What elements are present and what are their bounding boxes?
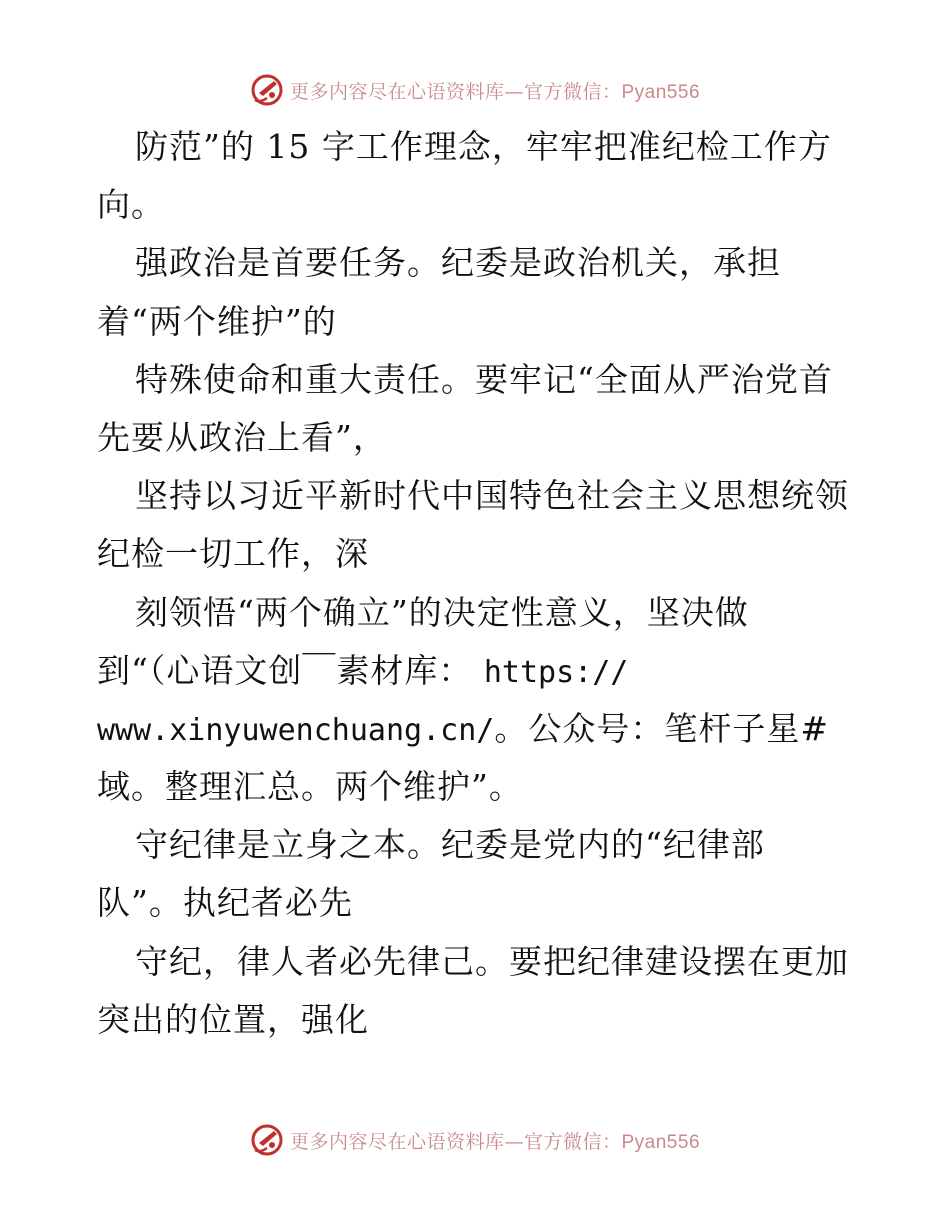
footer-site-text: 更多内容尽在心语资料库— xyxy=(289,1130,524,1153)
body-line: 守纪，律人者必先律己。要把纪律建设摆在更加 xyxy=(135,941,849,981)
body-line-text: 。公众号：笔杆子星# xyxy=(494,708,830,748)
document-body xyxy=(97,118,857,1049)
body-line-text: 到“（心语文创￣素材库： xyxy=(97,650,473,690)
header-wechat-label: 官方微信： xyxy=(523,80,622,103)
body-line-with-url xyxy=(97,700,857,758)
xinyu-logo-icon xyxy=(250,73,284,107)
body-line: 防范”的 15 字工作理念，牢牢把准纪检工作方 xyxy=(135,127,832,166)
header-site-text: 更多内容尽在心语资料库— xyxy=(289,80,524,103)
body-line: 队”。执纪者必先 xyxy=(97,883,353,923)
body-line: 着“两个维护”的 xyxy=(97,301,337,341)
xinyu-logo-icon xyxy=(250,1123,284,1157)
header-banner xyxy=(0,70,950,110)
url-prefix: https:// xyxy=(483,654,629,690)
footer-banner-text xyxy=(290,1127,700,1154)
body-line-with-url xyxy=(97,642,857,700)
footer-wechat-id: Pyan556 xyxy=(621,1131,701,1153)
body-line: 向。 xyxy=(97,185,165,225)
header-wechat-id: Pyan556 xyxy=(621,81,701,103)
body-line: 守纪律是立身之本。纪委是党内的“纪律部 xyxy=(135,825,765,865)
footer-wechat-label: 官方微信： xyxy=(523,1130,622,1153)
body-line: 域。整理汇总。两个维护”。 xyxy=(97,767,523,807)
footer-banner xyxy=(0,1120,950,1160)
url-link: www.xinyuwenchuang.cn/ xyxy=(97,712,495,748)
body-line: 特殊使命和重大责任。要牢记“全面从严治党首 xyxy=(135,359,833,399)
body-line: 坚持以习近平新时代中国特色社会主义思想统领 xyxy=(135,476,849,516)
body-line: 刻领悟“两个确立”的决定性意义，坚决做 xyxy=(135,592,749,632)
body-line: 纪检一切工作，深 xyxy=(97,534,369,574)
body-line: 突出的位置，强化 xyxy=(97,999,369,1039)
body-line: 强政治是首要任务。纪委是政治机关，承担 xyxy=(135,243,781,283)
header-banner-text xyxy=(290,77,700,104)
body-line: 先要从政治上看”， xyxy=(97,417,387,457)
